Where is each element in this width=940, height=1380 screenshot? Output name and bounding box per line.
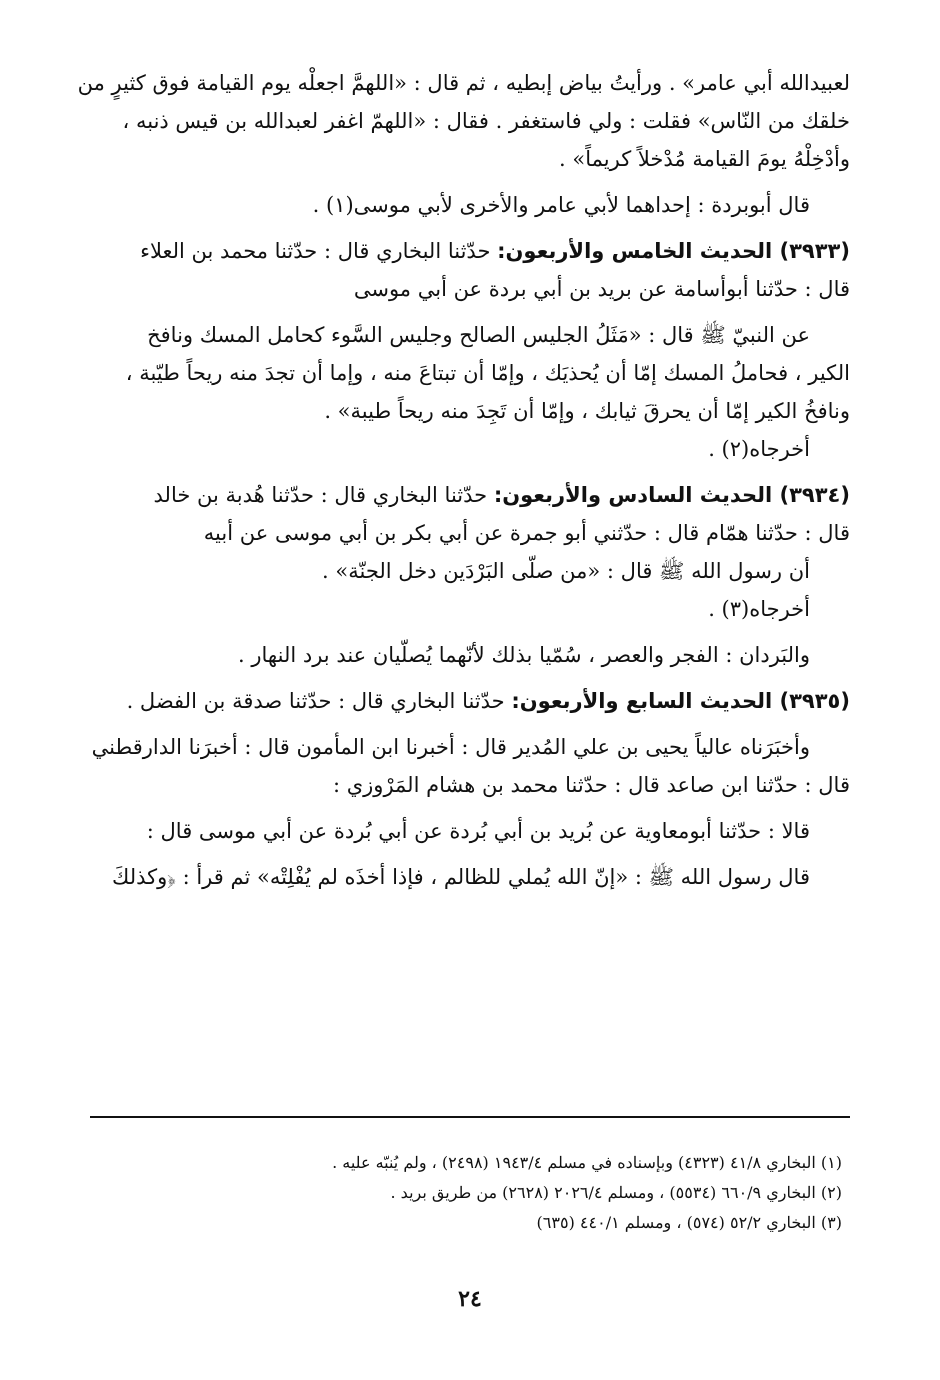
footnote: (٣) البخاري ٥٢/٢ (٥٧٤) ، ومسلم ٤٤٠/١ (٦٣٥) — [536, 1213, 842, 1232]
text-line: وأدْخِلْهُ يومَ القيامة مُدْخلاً كريماً» . — [559, 147, 850, 171]
text-line: أن رسول الله ﷺ قال : «من صلّى البَرْدَين دخل الجنّة» . — [322, 559, 810, 583]
text-line: الكير ، فحاملُ المسك إمّا أن يُحذيَك ، وإمّا أن تبتاعَ منه ، وإما أن تجدَ منه ريحاً طيّبة ، — [125, 361, 850, 385]
text-line: والبَردان : الفجر والعصر ، سُمّيا بذلك لأنّهما يُصلّيان عند برد النهار . — [238, 643, 810, 667]
page-number: ٢٤ — [458, 1286, 482, 1312]
text-line: قالا : حدّثنا أبومعاوية عن بُريد بن أبي بُردة عن أبي بُردة عن أبي موسى قال : — [146, 819, 810, 843]
text-line: خلقك من النّاس» فقلت : ولي فاستغفر . فقال : «اللهمّ اغفر لعبدالله بن قيس ذنبه ، — [122, 109, 850, 133]
footnote-separator — [90, 1116, 850, 1118]
text-line: أخرجاه(٣) . — [708, 597, 810, 621]
text-line: ونافخُ الكير إمّا أن يحرقَ ثيابك ، وإمّا أن تَجِدَ منه ريحاً طيبة» . — [324, 399, 850, 423]
hadith-heading-3935 — [72, 682, 850, 720]
hadith-heading-rest: حدّثنا البخاري قال : حدّثنا صدقة بن الفضل . — [126, 689, 512, 713]
text-line: أخرجاه(٢) . — [708, 437, 810, 461]
text-line: قال أبوبردة : إحداهما لأبي عامر والأخرى لأبي موسى(١) . — [312, 193, 810, 217]
hadith-heading-label: (٣٩٣٥) الحديث السابع والأربعون: — [511, 689, 850, 713]
text-line: قال : حدّثنا أبوأسامة عن بريد بن أبي بردة عن أبي موسى — [353, 277, 850, 301]
text-line: وأخبَرَناه عالياً يحيى بن علي المُدير قال : أخبرنا ابن المأمون قال : أخبرَنا الدارقطني — [91, 735, 810, 759]
footnote: (٢) البخاري ٦٦٠/٩ (٥٥٣٤) ، ومسلم ٢٠٢٦/٤ (٢٦٢٨) من طريق بريد . — [390, 1183, 842, 1202]
text-line: قال : حدّثنا همّام قال : حدّثني أبو جمرة عن أبي بكر بن أبي موسى عن أبيه — [203, 521, 850, 545]
hadith-heading-rest: حدّثنا البخاري قال : حدّثنا هُدبة بن خالد — [153, 483, 494, 507]
text-line: عن النبيّ ﷺ قال : «مَثَلُ الجليس الصالح وجليس السَّوء كحامل المسك ونافخ — [147, 323, 810, 347]
main-text — [72, 64, 850, 896]
hadith-heading-3933 — [72, 232, 850, 270]
footnotes — [72, 1148, 850, 1238]
hadith-heading-3934 — [72, 476, 850, 514]
text-line: قال : حدّثنا ابن صاعد قال : حدّثنا محمد بن هشام المَرْوزي : — [332, 773, 850, 797]
text-line: قال رسول الله ﷺ : «إنّ الله يُملي للظالم ، فإذا أخذَه لم يُفْلِتْه» ثم قرأ : ﴿وكذلكَ — [112, 865, 810, 889]
text-line: لعبيدالله أبي عامر» . ورأيتُ بياض إبطيه ، ثم قال : «اللهمَّ اجعلْه يوم القيامة فوق كثيرٍ من — [77, 71, 850, 95]
hadith-heading-rest: حدّثنا البخاري قال : حدّثنا محمد بن العلاء — [140, 239, 498, 263]
hadith-heading-label: (٣٩٣٣) الحديث الخامس والأربعون: — [497, 239, 850, 263]
hadith-heading-label: (٣٩٣٤) الحديث السادس والأربعون: — [493, 483, 850, 507]
footnote: (١) البخاري ٤١/٨ (٤٣٢٣) وبإسناده في مسلم ١٩٤٣/٤ (٢٤٩٨) ، ولم يُنبّه عليه . — [332, 1153, 842, 1172]
